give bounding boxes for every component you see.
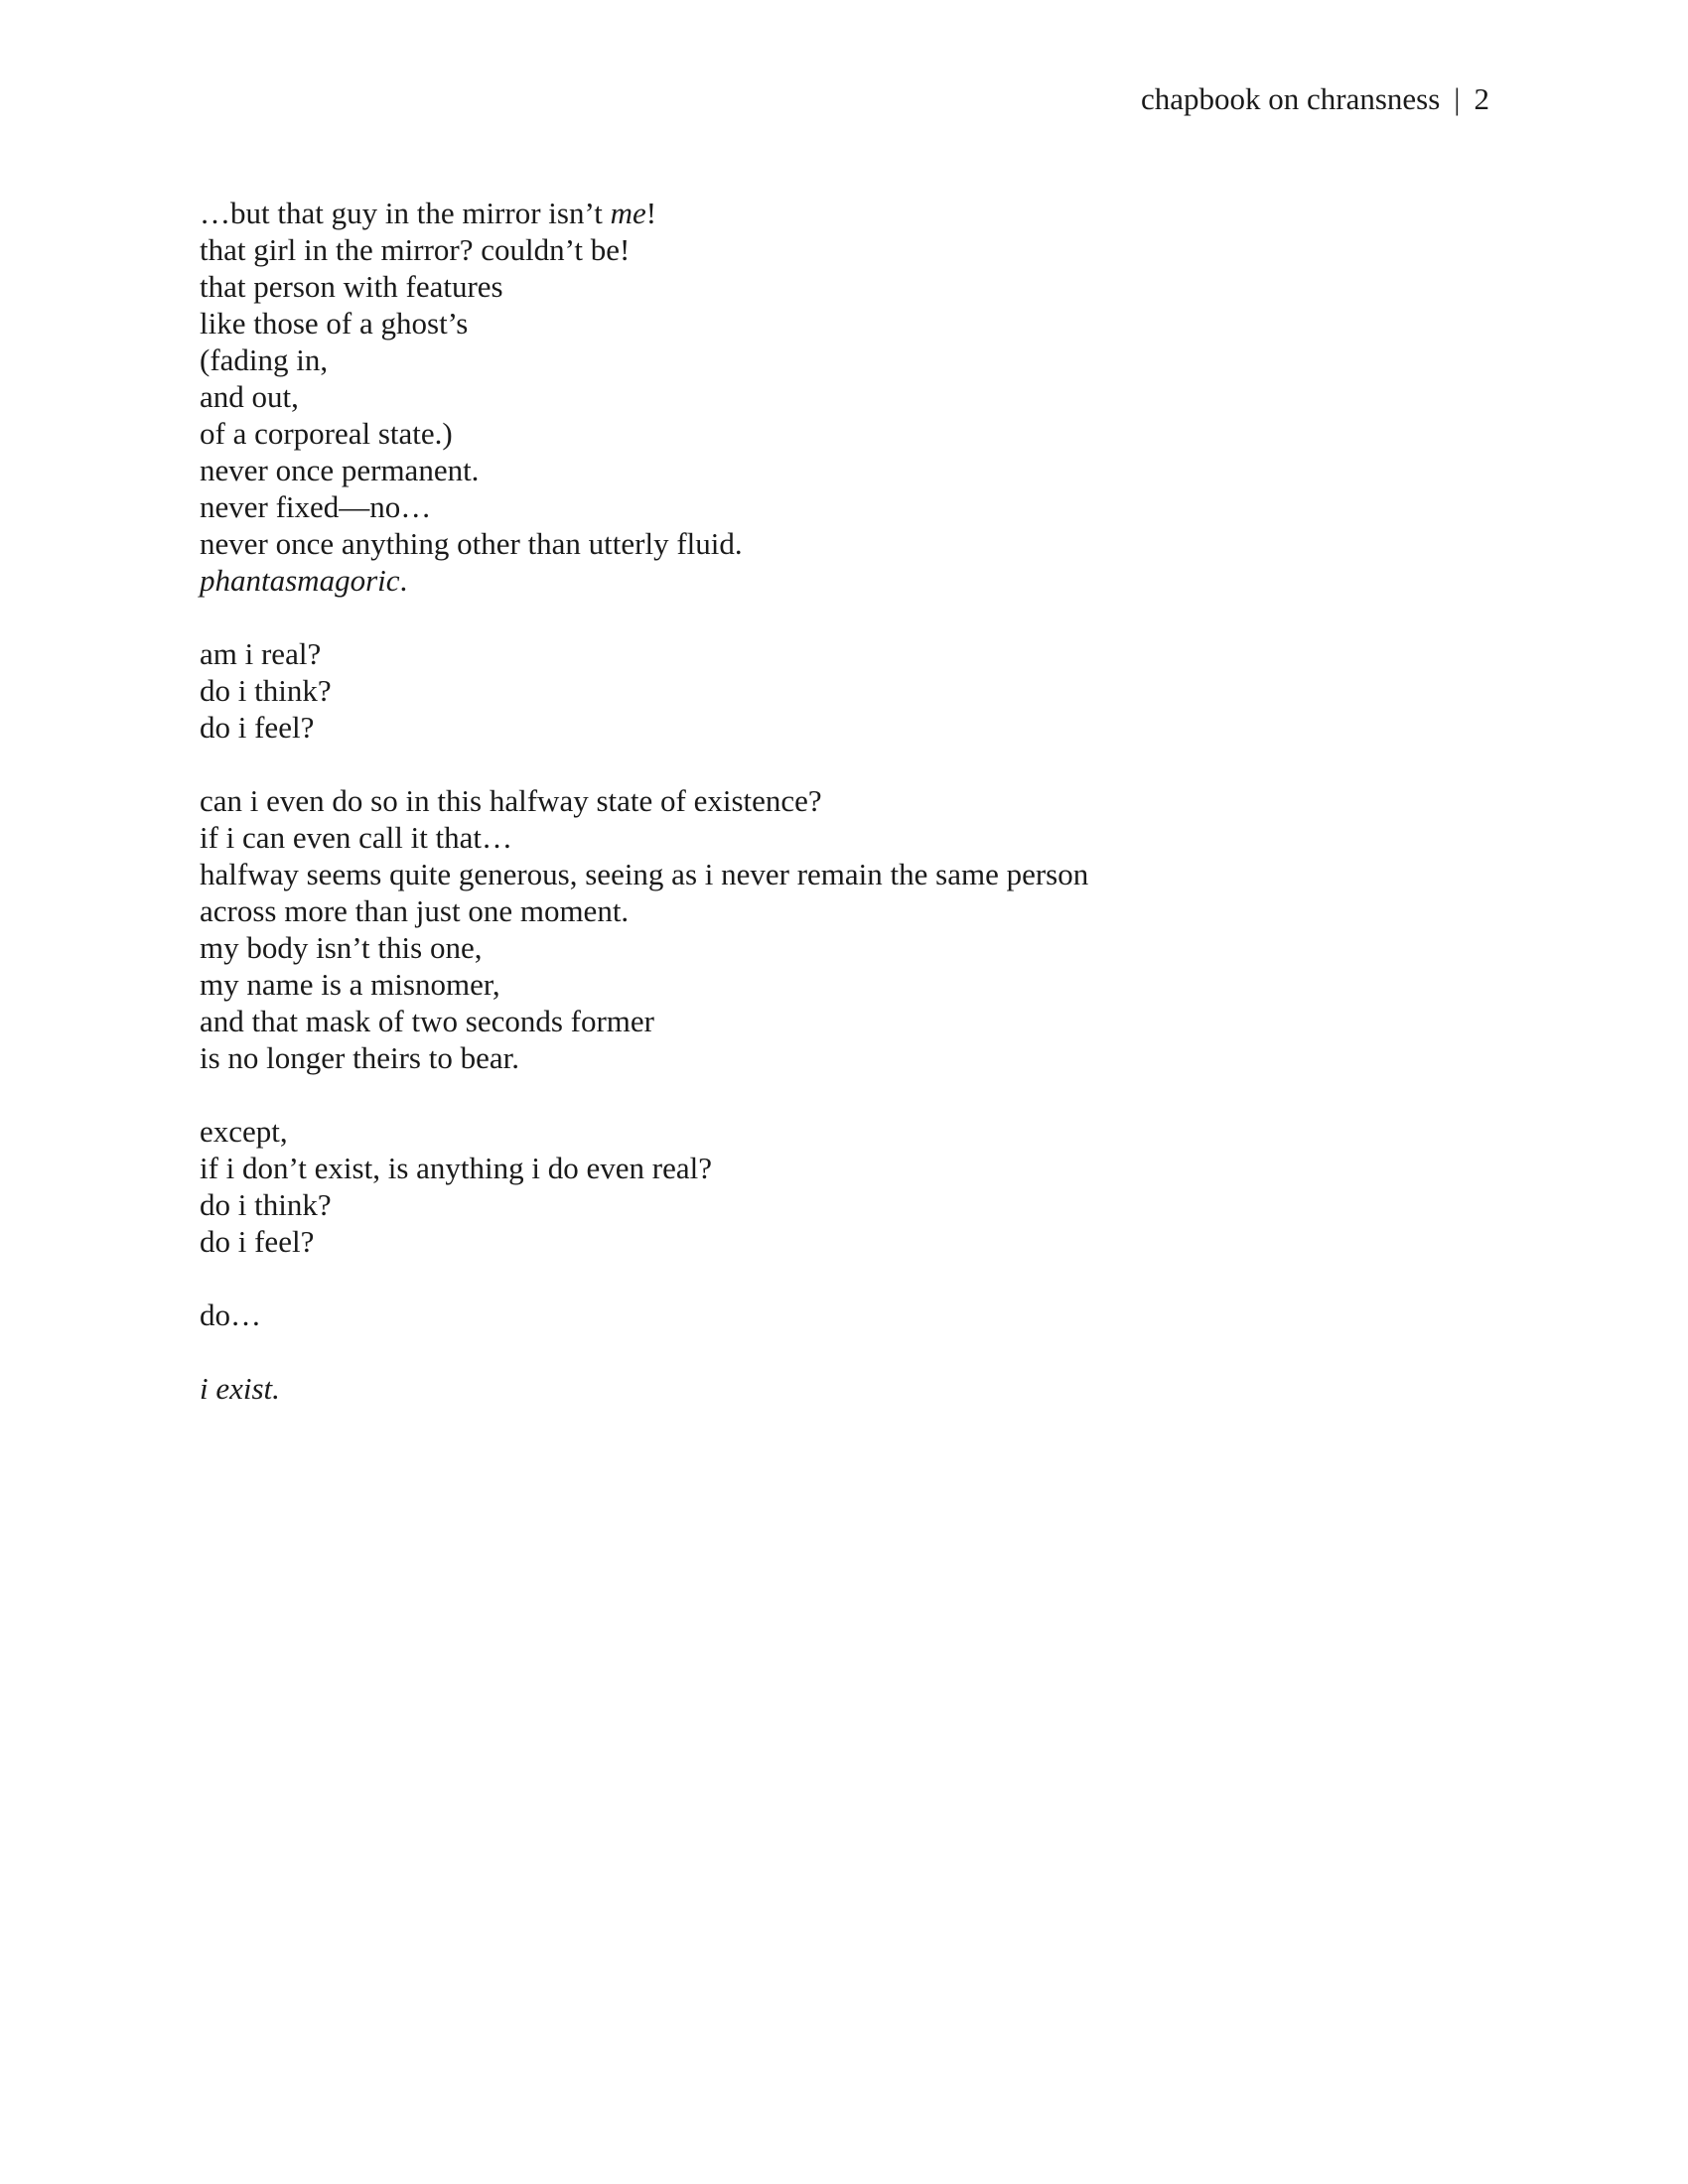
poem-line bbox=[200, 672, 1490, 709]
poem-line bbox=[200, 1039, 1490, 1076]
chapbook-title: chapbook on chransness bbox=[1140, 81, 1441, 116]
line-text: except, bbox=[200, 1114, 288, 1149]
line-text: that girl in the mirror? couldn’t be! bbox=[200, 232, 631, 267]
line-text: never once anything other than utterly fluid. bbox=[200, 526, 743, 561]
line-text: that person with features bbox=[200, 269, 503, 304]
line-text: am i real? bbox=[200, 636, 322, 671]
page-number: 2 bbox=[1474, 81, 1489, 116]
poem-line bbox=[200, 819, 1490, 856]
line-text: do i feel? bbox=[200, 710, 315, 745]
line-text: of a corporeal state.) bbox=[200, 416, 453, 451]
poem-line bbox=[200, 1150, 1490, 1186]
line-text: halfway seems quite generous, seeing as i never remain the same person bbox=[200, 857, 1089, 891]
line-emphasis: me bbox=[610, 196, 646, 230]
line-punctuation: . bbox=[399, 563, 408, 598]
poem-line bbox=[200, 1003, 1490, 1039]
poem-line bbox=[200, 782, 1490, 819]
poem-line bbox=[200, 525, 1490, 562]
stanza-break bbox=[200, 1260, 1490, 1297]
poem-line bbox=[200, 488, 1490, 525]
line-text: if i don’t exist, is anything i do even real? bbox=[200, 1151, 712, 1185]
line-text: never once permanent. bbox=[200, 453, 480, 487]
line-text: like those of a ghost’s bbox=[200, 306, 469, 341]
poem-body bbox=[200, 195, 1490, 1407]
poem-line bbox=[200, 1223, 1490, 1260]
poem-line bbox=[200, 231, 1490, 268]
line-text: do i think? bbox=[200, 1187, 332, 1222]
line-text: …but that guy in the mirror isn’t bbox=[200, 196, 611, 230]
poem-line bbox=[200, 268, 1490, 305]
poem-line bbox=[200, 929, 1490, 966]
poem-line bbox=[200, 378, 1490, 415]
poem-line bbox=[200, 341, 1490, 378]
line-text: do… bbox=[200, 1297, 261, 1332]
poem-line bbox=[200, 305, 1490, 341]
poem-line bbox=[200, 1113, 1490, 1150]
line-text: if i can even call it that… bbox=[200, 820, 513, 855]
poem-line bbox=[200, 1297, 1490, 1333]
line-punctuation: ! bbox=[645, 196, 657, 230]
line-text: is no longer theirs to bear. bbox=[200, 1040, 519, 1075]
header-separator: | bbox=[1454, 81, 1461, 116]
stanza-break bbox=[200, 1076, 1490, 1113]
line-text: do i think? bbox=[200, 673, 332, 708]
poem-line bbox=[200, 709, 1490, 746]
line-text: (fading in, bbox=[200, 342, 329, 377]
line-text: my name is a misnomer, bbox=[200, 967, 500, 1002]
line-text: never fixed—no… bbox=[200, 489, 432, 524]
line-emphasis: i exist. bbox=[200, 1371, 280, 1406]
line-text: can i even do so in this halfway state of existence? bbox=[200, 783, 822, 818]
line-text: and that mask of two seconds former bbox=[200, 1004, 654, 1038]
poem-line bbox=[200, 452, 1490, 488]
poem-line bbox=[200, 562, 1490, 599]
poem-line bbox=[200, 1370, 1490, 1407]
stanza-break bbox=[200, 599, 1490, 635]
poem-line bbox=[200, 415, 1490, 452]
line-text: my body isn’t this one, bbox=[200, 930, 483, 965]
poem-line bbox=[200, 966, 1490, 1003]
poem-line bbox=[200, 1186, 1490, 1223]
running-header bbox=[1141, 77, 1489, 121]
stanza-break bbox=[200, 1333, 1490, 1370]
poem-line bbox=[200, 635, 1490, 672]
poem-line bbox=[200, 892, 1490, 929]
line-text: do i feel? bbox=[200, 1224, 315, 1259]
stanza-break bbox=[200, 746, 1490, 782]
line-emphasis: phantasmagoric bbox=[200, 563, 400, 598]
line-text: across more than just one moment. bbox=[200, 893, 630, 928]
poem-line bbox=[200, 195, 1490, 231]
poem-line bbox=[200, 856, 1490, 892]
line-text: and out, bbox=[200, 379, 299, 414]
